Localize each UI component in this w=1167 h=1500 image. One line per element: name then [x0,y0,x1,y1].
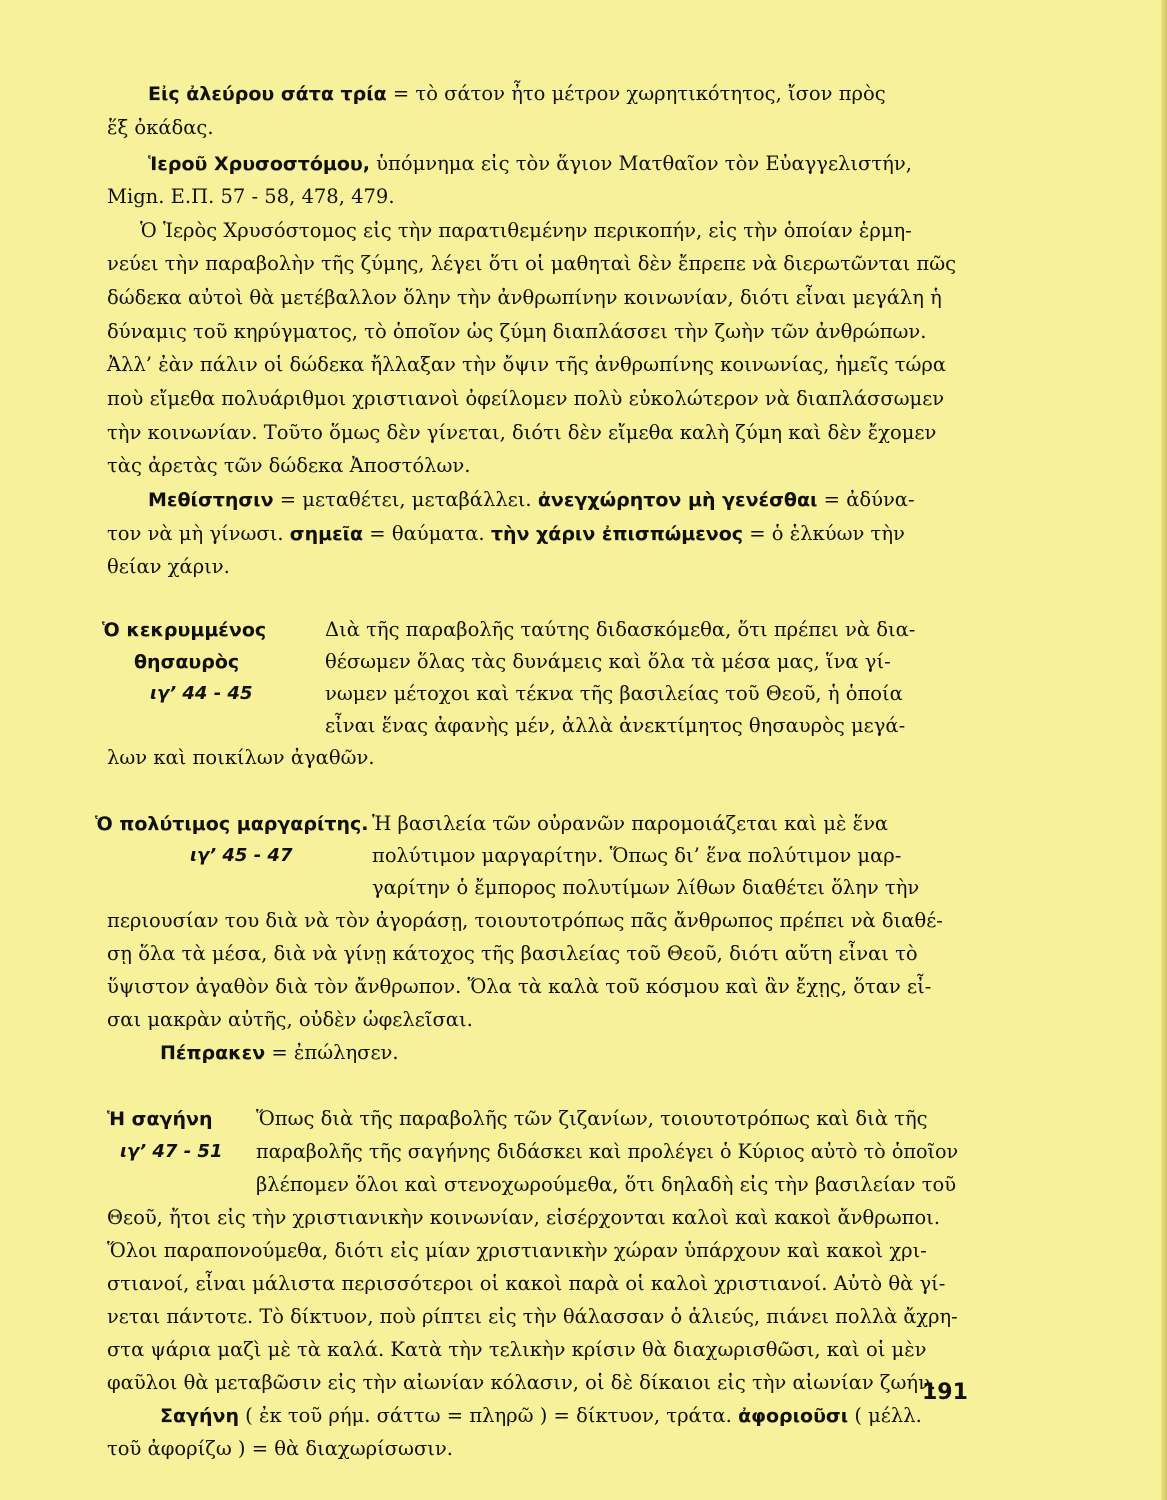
text-line: ὕψιστον ἀγαθὸν διὰ τὸν ἄνθρωπον. Ὅλα τὰ καλὰ τοῦ κόσμου καὶ ἂν ἔχῃς, ὅταν εἶ- [107,975,932,998]
text-line: τὴν κοινωνίαν. Τοῦτο ὅμως δὲν γίνεται, διότι δὲν εἴμεθα καλὴ ζύμη καὶ δὲν ἔχομεν [107,421,937,444]
source-text: ὑπόμνημα εἰς τὸν ἅγιον Ματθαῖον τὸν Εὐαγγελιστήν, [369,152,912,175]
text-line [160,1402,922,1430]
text-line: νεται πάντοτε. Τὸ δίκτυον, ποὺ ρίπτει εἰς τὴν θάλασσαν ὁ ἁλιεύς, πιάνει πολλὰ ἄχρη- [107,1305,958,1328]
text-line: Θεοῦ, ἤτοι εἰς τὴν χριστιανικὴν κοινωνίαν, εἰσέρχονται καλοὶ καὶ κακοὶ ἄνθρωποι. [107,1206,941,1229]
definition-text: = θαύματα. [363,522,491,545]
text-line: δώδεκα αὐτοὶ θὰ μετέβαλλον ὅλην τὴν ἀνθρωπίνην κοινωνίαν, διότι εἶναι μεγάλη ἡ [107,286,942,309]
text-line: παραβολῆς τῆς σαγήνης διδάσκει καὶ προλέγει ὁ Κύριος αὐτὸ τὸ ὁποῖον [256,1140,959,1163]
text-line: φαῦλοι θὰ μεταβῶσιν εἰς τὴν αἰωνίαν κόλασιν, οἱ δὲ δίκαιοι εἰς τὴν αἰωνίαν ζωήν. [107,1371,937,1394]
text-line: ἕξ ὀκάδας. [107,116,214,139]
scripture-reference: ιγ’ 45 - 47 [190,845,293,866]
text-line [107,520,905,548]
definition-text: = ὁ ἑλκύων τὴν [743,522,905,545]
term-heading: Σαγήνη [160,1405,239,1427]
text-line [148,486,915,514]
text-line: στιανοί, εἶναι μάλιστα περισσότεροι οἱ κακοὶ παρὰ οἱ καλοὶ χριστιανοί. Αὐτὸ θὰ γί- [107,1272,946,1295]
term-heading: ἀνεγχώρητον μὴ γενέσθαι [537,489,818,511]
definition-text: = τὸ σάτον ἦτο μέτρον χωρητικότητος, ἴσον πρὸς [386,82,886,105]
source-heading: Ἱεροῦ Χρυσοστόμου, [148,153,370,175]
section-title: Ὁ κεκρυμμένος [102,619,267,641]
text-line [148,150,912,178]
text-line: περιουσίαν του διὰ νὰ τὸν ἀγοράσῃ, τοιουτοτρόπως πᾶς ἄνθρωπος πρέπει νὰ διαθέ- [107,909,943,932]
term-heading: Πέπρακεν [160,1042,266,1064]
page-edge [1161,0,1167,1500]
scripture-reference: ιγ’ 47 - 51 [120,1141,223,1162]
text-line: λων καὶ ποικίλων ἀγαθῶν. [107,746,375,769]
text-line [148,80,886,108]
text-line: Mign. Ε.Π. 57 - 58, 478, 479. [107,185,395,208]
text-line: τοῦ ἀφορίζω ) = θὰ διαχωρίσωσιν. [107,1437,453,1460]
text-line [160,1039,399,1067]
text-line: νωμεν μέτοχοι καὶ τέκνα τῆς βασιλείας τοῦ Θεοῦ, ἡ ὁποία [325,682,903,705]
definition-text: = ἀδύνα- [817,488,915,511]
definition-text: ( ἐκ τοῦ ρήμ. σάττω = πληρῶ ) = δίκτυον, τράτα. [238,1404,739,1427]
section-title: Ὁ πολύτιμος μαργαρίτης. [95,813,369,835]
definition-text: = μεταθέτει, μεταβάλλει. [273,488,538,511]
text-line: Ὁ Ἱερὸς Χρυσόστομος εἰς τὴν παρατιθεμένην περικοπήν, εἰς τὴν ὁποίαν ἑρμη- [140,219,912,242]
term-heading: Εἰς ἀλεύρου σάτα τρία [148,83,387,105]
definition-text: τον νὰ μὴ γίνωσι. [107,522,290,545]
text-line: θείαν χάριν. [107,555,230,578]
text-line: βλέπομεν ὅλοι καὶ στενοχωρούμεθα, ὅτι δηλαδὴ εἰς τὴν βασιλείαν τοῦ [256,1173,957,1196]
text-line: νεύει τὴν παραβολὴν τῆς ζύμης, λέγει ὅτι οἱ μαθηταὶ δὲν ἔπρεπε νὰ διερωτῶνται πῶς [107,252,957,275]
text-line: ποὺ εἴμεθα πολυάριθμοι χριστιανοὶ ὀφείλομεν πολὺ εὐκολώτερον νὰ διαπλάσσωμεν [107,387,945,410]
text-line: Ὅλοι παραπονούμεθα, διότι εἰς μίαν χριστιανικὴν χώραν ὑπάρχουν καὶ κακοὶ χρι- [107,1239,927,1262]
term-heading: Μεθίστησιν [148,489,274,511]
section-title: θησαυρὸς [134,651,240,673]
text-line: Ἀλλ’ ἐὰν πάλιν οἱ δώδεκα ἤλλαξαν τὴν ὄψιν τῆς ἀνθρωπίνης κοινωνίας, ἡμεῖς τώρα [107,353,947,376]
term-heading: τὴν χάριν ἐπισπώμενος [490,523,744,545]
term-heading: σημεῖα [289,523,364,545]
text-line: Ἡ βασιλεία τῶν οὐρανῶν παρομοιάζεται καὶ μὲ ἕνα [372,812,889,835]
text-line: εἶναι ἕνας ἀφανὴς μέν, ἀλλὰ ἀνεκτίμητος θησαυρὸς μεγά- [325,714,906,737]
scripture-reference: ιγ’ 44 - 45 [150,683,253,704]
text-line: σῃ ὅλα τὰ μέσα, διὰ νὰ γίνῃ κάτοχος τῆς βασιλείας τοῦ Θεοῦ, διότι αὕτη εἶναι τὸ [107,942,918,965]
text-line: θέσωμεν ὅλας τὰς δυνάμεις καὶ ὅλα τὰ μέσα μας, ἵνα γί- [325,650,891,673]
text-line: πολύτιμον μαργαρίτην. Ὅπως δι’ ἕνα πολύτιμον μαρ- [372,844,902,867]
text-line: γαρίτην ὁ ἔμπορος πολυτίμων λίθων διαθέτει ὅλην τὴν [372,876,920,899]
term-heading: ἀφοριοῦσι [738,1405,849,1427]
text-line: στα ψάρια μαζὶ μὲ τὰ καλά. Κατὰ τὴν τελικὴν κρίσιν θὰ διαχωρισθῶσι, καὶ οἱ μὲν [107,1338,927,1361]
text-line: σαι μακρὰν αὐτῆς, οὐδὲν ὠφελεῖσαι. [107,1008,473,1031]
section-title: Ἡ σαγήνη [107,1108,213,1130]
text-line: δύναμις τοῦ κηρύγματος, τὸ ὁποῖον ὡς ζύμη διαπλάσσει τὴν ζωὴν τῶν ἀνθρώπων. [107,320,927,343]
text-line: Διὰ τῆς παραβολῆς ταύτης διδασκόμεθα, ὅτι πρέπει νὰ δια- [325,618,916,641]
text-line: Ὅπως διὰ τῆς παραβολῆς τῶν ζιζανίων, τοιουτοτρόπως καὶ διὰ τῆς [256,1107,928,1130]
page-number: 191 [922,1380,968,1405]
definition-text: = ἐπώλησεν. [265,1041,399,1064]
text-line: τὰς ἀρετὰς τῶν δώδεκα Ἀποστόλων. [107,454,471,477]
definition-text: ( μέλλ. [848,1404,922,1427]
